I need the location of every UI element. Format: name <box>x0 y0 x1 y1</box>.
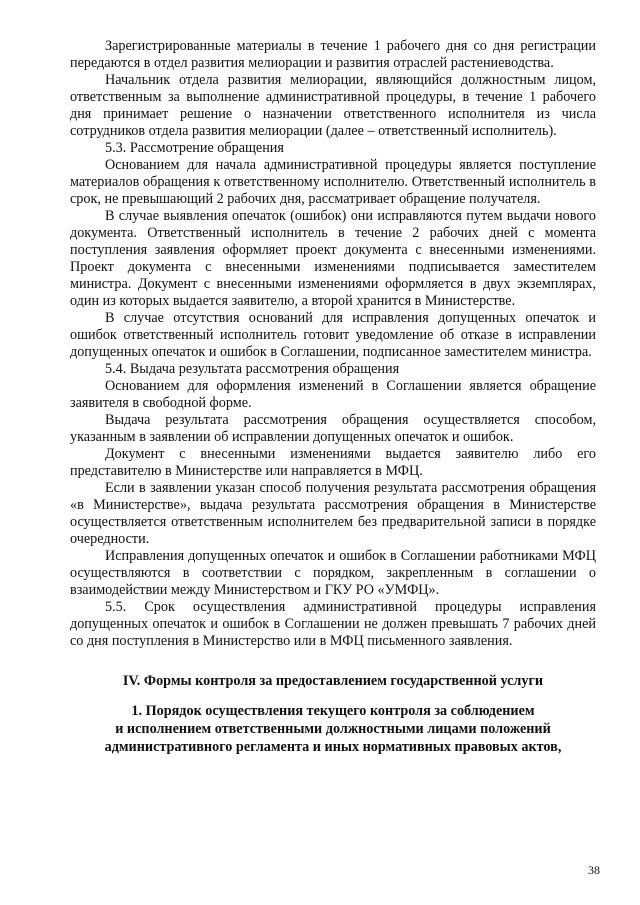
paragraph-head-decision: Начальник отдела развития мелиорации, являющийся должностным лицом, ответственным за выполнение административной процедуры, в течение 1 рабочего дня принимает решение о назначении ответственного исполнителя из числа сотрудников отдела развития мелиорации (далее – ответственный исполнитель). <box>70 72 596 139</box>
paragraph-document-issuance: Документ с внесенными изменениями выдается заявителю либо его представителю в Министерстве или направляется в МФЦ. <box>70 446 596 479</box>
paragraph-ministry-issuance: Если в заявлении указан способ получения результата рассмотрения обращения «в Министерстве», выдача результата рассмотрения обращения в Министерстве осуществляется ответственным исполнителем без предварительной записи в порядке очередности. <box>70 480 596 547</box>
paragraph-result-delivery-method: Выдача результата рассмотрения обращения осуществляется способом, указанным в заявлении об исправлении допущенных опечаток и ошибок. <box>70 412 596 445</box>
paragraph-typo-correction: В случае выявления опечаток (ошибок) они исправляются путем выдачи нового документа. Ответственный исполнитель в течение 2 рабочих дней с момента поступления заявления оформляет проект документа с внесенными изменениями. Проект документа с внесенными изменениями подписывается заместителем министра. Документ с внесенными изменениями оформляется в двух экземплярах, один из которых выдается заявителю, а второй хранится в Министерстве. <box>70 208 596 309</box>
paragraph-refusal-notice: В случае отсутствия оснований для исправления допущенных опечаток и ошибок ответственный исполнитель готовит уведомление об отказе в исправлении допущенных опечаток и ошибок в Соглашении, подписанное заместителем министра. <box>70 310 596 360</box>
subsection-heading-line-3: административного регламента и иных нормативных правовых актов, <box>104 739 562 755</box>
subsection-heading-line-2: и исполнением ответственными должностными лицами положений <box>115 721 551 737</box>
subsection-heading-1 <box>70 702 596 756</box>
page-content <box>70 38 596 756</box>
paragraph-mfc-corrections: Исправления допущенных опечаток и ошибок в Соглашении работниками МФЦ осуществляются в соответствии с порядком, закрепленным в соглашении о взаимодействии между Министерством и ГКУ РО «УМФЦ». <box>70 548 596 598</box>
subheading-5-3: 5.3. Рассмотрение обращения <box>105 140 284 156</box>
paragraph-5-5-deadline: 5.5. Срок осуществления административной процедуры исправления допущенных опечаток и ошибок в Соглашении не должен превышать 7 рабочих дней со дня поступления в Министерство или в МФЦ письменного заявления. <box>70 599 596 649</box>
subsection-heading-line-1: 1. Порядок осуществления текущего контроля за соблюдением <box>131 703 535 719</box>
paragraph-procedure-basis: Основанием для начала административной процедуры является поступление материалов обращения к ответственному исполнителю. Ответственный исполнитель в срок, не превышающий 2 рабочих дня, рассматривает обращение получателя. <box>70 157 596 207</box>
paragraph-changes-basis: Основанием для оформления изменений в Соглашении является обращение заявителя в свободной форме. <box>70 378 596 411</box>
section-heading-iv: IV. Формы контроля за предоставлением государственной услуги <box>122 673 544 689</box>
subheading-5-4: 5.4. Выдача результата рассмотрения обращения <box>105 361 400 377</box>
paragraph-materials-registration: Зарегистрированные материалы в течение 1 рабочего дня со дня регистрации передаются в отдел развития мелиорации и развития отраслей растениеводства. <box>70 38 596 71</box>
page-number: 38 <box>588 863 600 877</box>
